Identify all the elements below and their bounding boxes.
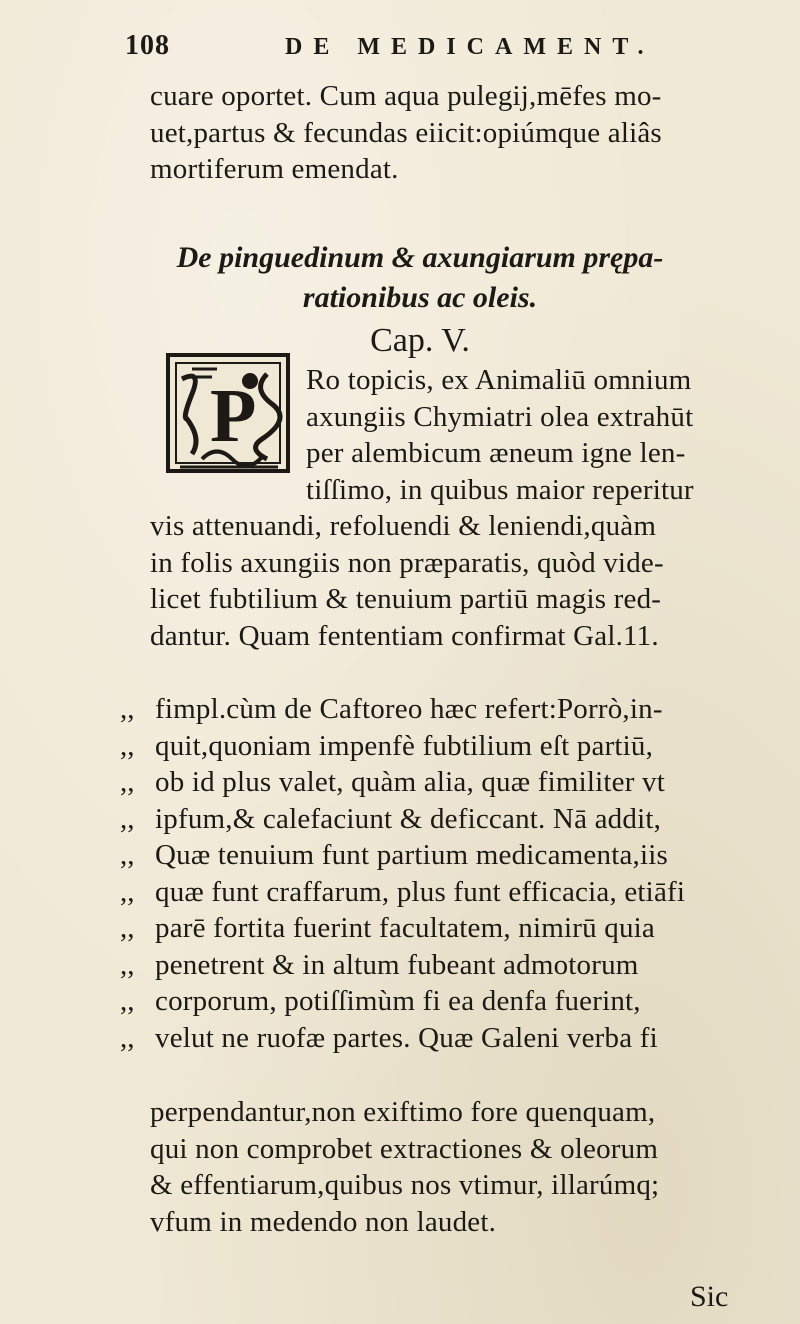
- text-line: parē fortita fuerint facultatem, nimirū quia: [155, 912, 655, 944]
- body-text-end: [150, 1094, 659, 1240]
- text-line: vfum in medendo non laudet.: [150, 1205, 497, 1238]
- quoted-text: [155, 691, 685, 1056]
- page-header: [125, 30, 725, 70]
- page-number: 108: [125, 30, 170, 61]
- text-line: fimpl.cùm de Caftoreo hæc refert:Porrò,in-: [155, 693, 663, 725]
- body-text: [150, 508, 664, 654]
- text-line: & effentiarum,quibus nos vtimur, illarúmq;: [150, 1169, 660, 1201]
- text-line: cuare oportet. Cum aqua pulegij,mēfes mo-: [150, 80, 662, 112]
- text-line: qui non comprobet extractiones & oleorum: [150, 1132, 659, 1165]
- quote-mark: ,,: [120, 948, 135, 981]
- section-title-line: De pinguedinum & axungiarum prępa-: [176, 241, 664, 274]
- chapter-heading: Cap. V.: [370, 322, 470, 359]
- text-line: quæ funt craffarum, plus funt efficacia, etiāfi: [155, 875, 686, 908]
- quote-mark: ,,: [120, 839, 135, 871]
- quote-mark: ,,: [120, 693, 135, 725]
- quote-mark: ,,: [120, 729, 135, 762]
- text-line: licet fubtilium & tenuium partiū magis red-: [150, 583, 662, 615]
- text-line: uet,partus & fecundas eiicit:opiúmque aliâs: [150, 116, 662, 149]
- text-line: per alembicum æneum igne len-: [306, 437, 686, 469]
- quote-mark: ,,: [120, 1021, 135, 1054]
- text-line: in folis axungiis non præparatis, quòd vide-: [150, 546, 664, 579]
- text-line: velut ne ruofæ partes. Quæ Galeni verba fi: [155, 1021, 658, 1054]
- quote-mark: ,,: [120, 985, 135, 1017]
- quote-mark: ,,: [120, 875, 135, 908]
- catchword: Sic: [690, 1280, 729, 1313]
- text-line: penetrent & in altum fubeant admotorum: [155, 948, 639, 981]
- svg-text:P: P: [210, 374, 257, 458]
- decorated-initial-icon: [162, 349, 296, 481]
- paragraph-continuation: [150, 78, 662, 188]
- text-line: vis attenuandi, refoluendi & leniendi,quàm: [150, 510, 657, 542]
- text-line: mortiferum emendat.: [150, 153, 399, 185]
- text-line: quit,quoniam impenfè fubtilium eſt partiū,: [155, 729, 654, 762]
- text-line: Ro topicis, ex Animaliū omnium: [306, 364, 692, 396]
- text-line: tiſſimo, in quibus maior reperitur: [306, 473, 694, 506]
- decorated-initial: [162, 349, 296, 481]
- text-line: ob id plus valet, quàm alia, quæ fimiliter vt: [155, 766, 665, 798]
- text-line: axungiis Chymiatri olea extrahūt: [306, 400, 694, 433]
- body-text-beside-initial: [306, 362, 694, 508]
- text-line: Quæ tenuium funt partium medicamenta,iis: [155, 839, 668, 871]
- quotation-marks-column: [120, 691, 135, 1056]
- running-head: DE MEDICAMENT.: [285, 34, 655, 60]
- text-line: perpendantur,non exiftimo fore quenquam,: [150, 1096, 656, 1128]
- text-line: dantur. Quam fententiam confirmat Gal.11.: [150, 619, 659, 652]
- quote-mark: ,,: [120, 766, 135, 798]
- section-title-line: rationibus ac oleis.: [302, 281, 538, 314]
- quote-mark: ,,: [120, 802, 135, 835]
- section-title: [120, 238, 720, 318]
- text-line: corporum, potiſſimùm fi ea denfa fuerint,: [155, 985, 641, 1017]
- quote-mark: ,,: [120, 912, 135, 944]
- text-line: ipfum,& calefaciunt & deficcant. Nā addit,: [155, 802, 662, 835]
